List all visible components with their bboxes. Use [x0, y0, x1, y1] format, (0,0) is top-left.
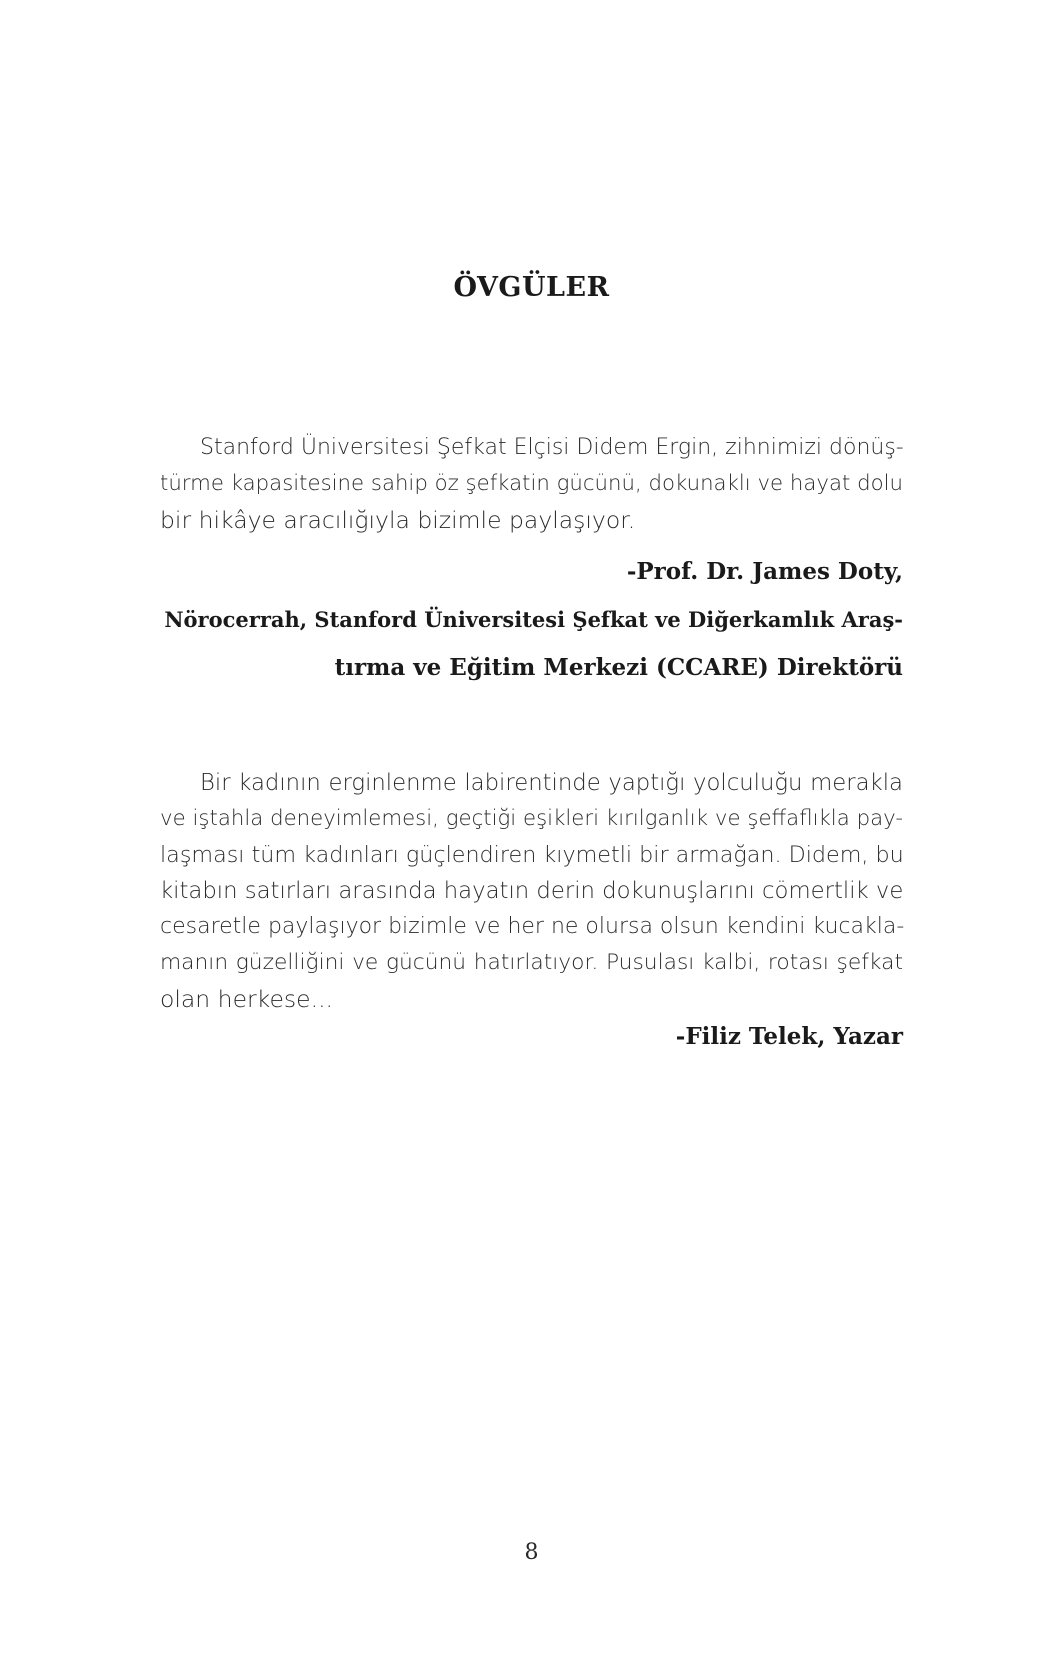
testimonial-author-title: tırma ve Eğitim Merkezi (CCARE) Direktörü — [334, 654, 903, 681]
testimonial-line: kitabın satırları arasında hayatın derin dokunuşlarını cömertlik ve — [160, 878, 904, 904]
testimonial-author-title: Nörocerrah, Stanford Üniversitesi Şefkat ve Diğerkamlık Araş- — [164, 607, 903, 632]
testimonial-author: -Prof. Dr. James Doty, — [626, 558, 903, 585]
testimonial-line: Stanford Üniversitesi Şefkat Elçisi Didem Ergin, zihnimizi dönüş- — [200, 435, 904, 460]
testimonial-line: bir hikâye aracılığıyla bizimle paylaşıyor. — [160, 506, 636, 534]
testimonial-line: olan herkese... — [160, 985, 334, 1013]
testimonial-author: -Filiz Telek, Yazar — [675, 1023, 903, 1050]
page-title: ÖVGÜLER — [453, 272, 610, 303]
testimonial-line: ve iştahla deneyimlemesi, geçtiği eşikleri kırılganlık ve şeffaflıkla pay- — [160, 806, 903, 831]
testimonial-line: manın güzelliğini ve gücünü hatırlatıyor. Pusulası kalbi, rotası şefkat — [160, 950, 903, 975]
testimonial-line: cesaretle paylaşıyor bizimle ve her ne olursa olsun kendini kucakla- — [160, 914, 905, 939]
testimonial-telek — [160, 765, 903, 1057]
page-number: 8 — [524, 1540, 539, 1565]
testimonial-doty — [160, 430, 903, 692]
testimonial-line: türme kapasitesine sahip öz şefkatin gücünü, dokunaklı ve hayat dolu — [160, 471, 903, 496]
testimonial-line: laşması tüm kadınları güçlendiren kıymetli bir armağan. Didem, bu — [160, 842, 904, 868]
testimonial-line: Bir kadının erginlenme labirentinde yaptığı yolculuğu merakla — [200, 770, 903, 796]
